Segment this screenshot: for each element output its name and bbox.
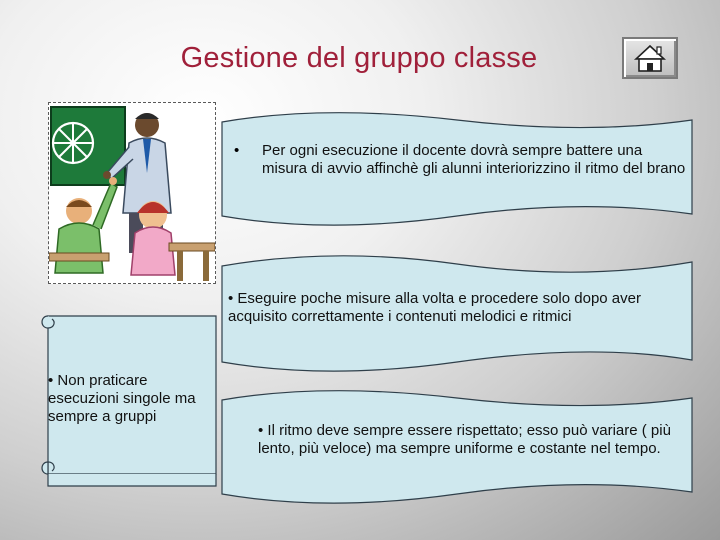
scroll-top-bullet: • xyxy=(234,142,240,159)
scroll-middle-text: • Eseguire poche misure alla volta e procedere solo dopo aver acquisito correttamente i contenuti melodici e ritmici xyxy=(228,290,641,325)
scroll-top xyxy=(222,108,692,230)
scroll-bottom xyxy=(222,386,692,508)
scroll-middle xyxy=(222,250,692,374)
scroll-left xyxy=(38,306,222,488)
slide-title: Gestione del gruppo classe xyxy=(180,42,538,74)
teacher-classroom-clipart xyxy=(48,102,216,284)
scroll-top-text: Per ogni esecuzione il docente dovrà sempre battere una misura di avvio affinchè gli alunni interiorizzino il ritmo del brano xyxy=(262,142,686,177)
home-icon xyxy=(624,39,676,77)
home-button[interactable] xyxy=(622,37,678,79)
scroll-bottom-text: • Il ritmo deve sempre essere rispettato; esso può variare ( più lento, più veloce) ma sempre uniforme e costante nel tempo. xyxy=(258,422,671,457)
scroll-left-text: • Non praticare esecuzioni singole ma sempre a gruppi xyxy=(48,372,196,425)
